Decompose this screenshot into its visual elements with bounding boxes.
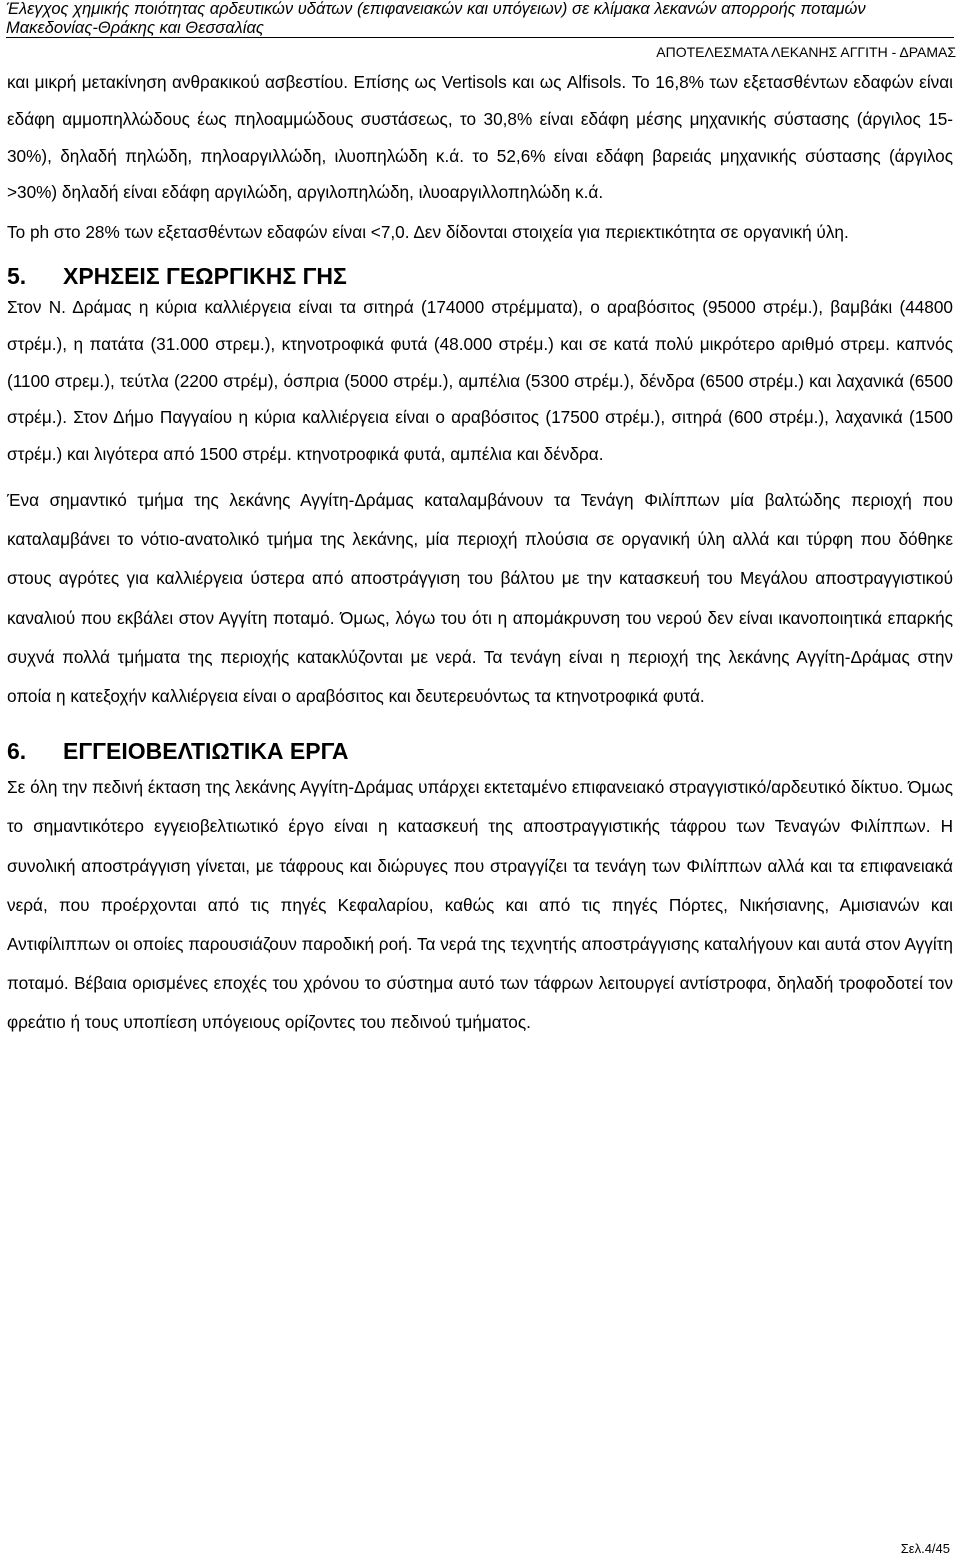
section-number: 6. (7, 738, 27, 765)
header-title-line-2: Μακεδονίας-Θράκης και Θεσσαλίας (6, 19, 264, 37)
page-header (6, 0, 956, 61)
section-heading-5 (7, 261, 953, 291)
section-heading-6 (7, 736, 953, 766)
section-title: ΕΓΓΕΙΟΒΕΛΤΙΩΤΙΚΑ ΕΡΓΑ (63, 738, 349, 765)
header-title-line-1: Έλεγχος χημικής ποιότητας αρδευτικών υδάτων (επιφανειακών και υπόγειων) σε κλίμακα λεκανών απορροής ποταμών (6, 0, 866, 18)
paragraph-philippi-marshes: Ένα σημαντικό τμήμα της λεκάνης Αγγίτη-Δράμας καταλαμβάνουν τα Τενάγη Φιλίππων μία βαλτώδης περιοχή που καταλαμβάνει το νότιο-ανατολικό τμήμα της λεκάνης, μία περιοχή πλούσια σε οργανική ύλη αλλά και τύρφη που δόθηκε στους αγρότες για καλλιέργεια ύστερα από αποστράγγιση του βάλτου με την κατασκευή του Μεγάλου αποστραγγιστικού καναλιού που εκβάλει στον Αγγίτη ποταμό. Όμως, λόγω του ότι η απομάκρυνση του νερού δεν είναι ικανοποιητικά επαρκής συχνά πολλά τμήματα της περιοχής κατακλύζονται με νερά. Τα τενάγη είναι η περιοχή της λεκάνης Αγγίτη-Δράμας στην οποία η κατεξοχήν καλλιέργεια είναι ο αραβόσιτος και δευτερευόντως τα κτηνοτροφικά φυτά. (7, 489, 953, 706)
header-section-label: ΑΠΟΤΕΛΕΣΜΑΤΑ ΛΕΚΑΝΗΣ ΑΓΓΙΤΗ - ΔΡΑΜΑΣ (656, 44, 956, 60)
page-number: Σελ.4/45 (900, 1541, 950, 1556)
section-number: 5. (7, 262, 27, 289)
paragraph-land-improvement: Σε όλη την πεδινή έκταση της λεκάνης Αγγίτη-Δράμας υπάρχει εκτεταμένο επιφανειακό στραγγιστικό/αρδευτικό δίκτυο. Όμως το σημαντικότερο εγγειοβελτιωτικό έργο είναι η κατασκευή της αποστραγγιστικής τάφρου των Τεναγών Φιλίππων. Η συνολική αποστράγγιση γίνεται, με τάφρους και διώρυγες που στραγγίζει τα τενάγη των Φιλίππων αλλά και τα επιφανειακά νερά, που προέρχονται από τις πηγές Κεφαλαρίου, καθώς και από τις πηγές Πόρτες, Νικήσιανης, Αμισιανών και Αντιφίλιππων οι οποίες παρουσιάζουν παροδική ροή. Τα νερά της τεχνητής αποστράγγισης καταλήγουν και αυτά στον Αγγίτη ποταμό. Βέβαια ορισμένες εποχές του χρόνου το σύστημα αυτό των τάφρων λειτουργεί αντίστροφα, δηλαδή τροφοδοτεί τον φρεάτιο ή τους υποπίεση υπόγειους ορίζοντες του πεδινού τμήματος. (7, 777, 953, 1033)
paragraph-soil-texture: και μικρή μετακίνηση ανθρακικού ασβεστίου. Επίσης ως Vertisols και ως Alfisols. Το 16,8% των εξετασθέντων εδαφών είναι εδάφη αμμοπηλλώδους έως πηλοαμμώδους συστάσεως, το 30,8% είναι εδάφη μέσης μηχανικής σύστασης (άργιλος 15-30%), δηλαδή πηλώδη, πηλοαργιλλώδη, ιλυοπηλώδη κ.ά. το 52,6% είναι εδάφη βαρειάς μηχανικής σύστασης (άργιλος >30%) δηλαδή είναι εδάφη αργιλώδη, αργιλοπηλώδη, ιλυοαργιλλοπηλώδη κ.ά. (7, 72, 953, 203)
section-title: ΧΡΗΣΕΙΣ ΓΕΩΡΓΙΚΗΣ ΓΗΣ (63, 262, 347, 289)
page-body (7, 64, 953, 1043)
paragraph-soil-ph: Το ph στο 28% των εξετασθέντων εδαφών είναι <7,0. Δεν δίδονται στοιχεία για περιεκτικότητα σε οργανική ύλη. (7, 222, 849, 243)
header-divider (6, 37, 954, 38)
paragraph-land-use: Στον Ν. Δράμας η κύρια καλλιέργεια είναι τα σιτηρά (174000 στρέμματα), ο αραβόσιτος (95000 στρέμ.), βαμβάκι (44800 στρέμ.), η πατάτα (31.000 στρεμ.), κτηνοτροφικά φυτά (48.000 στρέμ.) και σε κατά πολύ μικρότερο αριθμό στρεμ. καπνός (1100 στρεμ.), τεύτλα (2200 στρέμ), όσπρια (5000 στρέμ.), αμπέλια (5300 στρέμ.), δένδρα (6500 στρέμ.) και λαχανικά (6500 στρέμ.). Στον Δήμο Παγγαίου η κύρια καλλιέργεια είναι ο αραβόσιτος (17500 στρέμ.), σιτηρά (600 στρέμ.), λαχανικά (1500 στρέμ.) και λιγότερα από 1500 στρέμ. κτηνοτροφικά φυτά, αμπέλια και δένδρα. (7, 296, 953, 465)
